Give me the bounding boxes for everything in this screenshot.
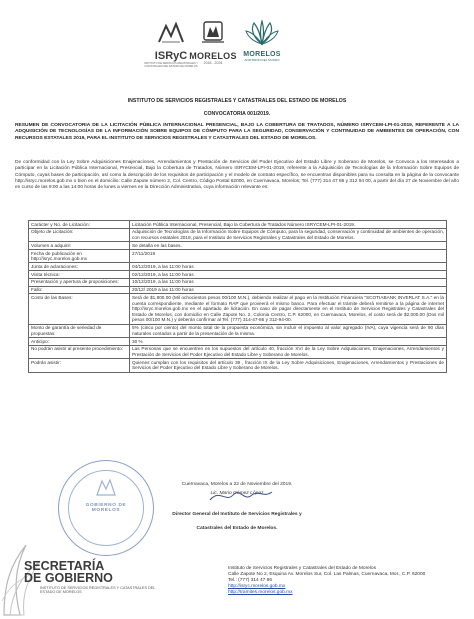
table-row-value: 30 % <box>130 337 447 345</box>
table-row-value: Se detalla en las bases. <box>130 242 447 250</box>
convocatoria-summary: RESUMEN DE CONVOCATORIA DE LA LICITACIÓN PÚBLICA INTERNACIONAL PRESENCIAL, BAJO LA COBERTURA DE TRATADOS, NÚMERO ISRYCEM-LPI-01-2019, REFERENTE A LA ADQUISICIÓN DE TECNOLOGÍAS DE LA INFORMACIÓN SOBRE EQUIPOS DE CÓMPUTO PARA LA SEGURIDAD, CONSERVACIÓN Y CONTINUIDAD DE AMBIENTES DE OPERACIÓN, CON RECURSOS ESTATALES 2019, PARA EL INSTITUTO DE SERVICIOS REGISTRALES Y CATASTRALES DEL ESTADO DE MORELOS. <box>15 123 459 141</box>
official-seal <box>58 460 154 556</box>
footer-url-tramites[interactable]: http://tramites.morelos.gob.mx <box>228 590 293 595</box>
table-row <box>29 359 447 372</box>
table-row-value: 5% (cinco por ciento) del monto total de la propuesta económica, sin incluir el impuesto al valor agregado (IVA), cuya vigencia será de 90 días naturales contados a partir de la presentación de la misma. <box>130 324 447 337</box>
morelos-name: MORELOS <box>189 51 237 61</box>
table-row-label: Objeto de Licitación: <box>29 228 130 241</box>
table-row-value: Las Personas que se encuentren en los supuestos del artículo 40, fracción XVI de la Ley Sobre Adquisiciones, Enajenaciones, Arrendamientos y Prestación de Servicios del Poder Ejecutivo del Estado Libre y Soberano de Morelos. <box>130 345 447 358</box>
table-row <box>29 345 447 358</box>
footer <box>228 566 468 596</box>
secretaria-stamp-line2: DE GOBIERNO <box>24 571 113 585</box>
secretaria-stamp-line1: SECRETARÍA <box>24 559 105 573</box>
morelos-anfitrion-logo <box>226 20 298 62</box>
table-row <box>29 221 447 229</box>
table-row-value: 27/11/2019 <box>130 249 447 262</box>
table-row <box>29 337 447 345</box>
signer-position-line1: Director General del Instituto de Servicios Registrales y <box>172 512 302 517</box>
footer-line3: Tel.: (777) 314 47 86 <box>228 578 273 583</box>
table-row-value: Quienes cumplan con los requisitos del artículo 39 , fracción IX de la Ley Sobre Adquisiciones, Enajenaciones, Arrendamientos y Prestaciones de Servicios del Poder Ejecutivo del Estado Libre y Soberano de Morelos. <box>130 359 447 372</box>
convocatoria-intro: De conformidad con la Ley Sobre Adquisiciones Enajenaciones, Arrendamientos y Prestación de Servicios del Poder Ejecutivo del Estado Libre y Soberano de Morelos, se Convoca a los Interesados a participar en la Licitación Pública Internacional, Presencial, Bajo la Cobertura de Tratados, Número ISRYCEM-LPI-01-2019, referente a la Adquisición de Tecnologías de la Información Sobre Equipos de Cómputo, cuyas bases de participación, así como la descripción de los requisitos de participación y el modelo de contrato específico, se encuentran disponibles para su consulta en la página de la convocante http://isryc.morelos.gob.mx o bien en el domicilio: Calle Zapote número 2, Col. Centro, Código Postal 62000, en Cuernavaca, Morelos; Tel. (777) 314 47 86 y 312 94 00, a partir del día 27 de Noviembre del año en curso de las 9:00 a las 14:00 horas de lunes a viernes en la Dirección Administrativa, cuya información relevante es: <box>15 160 459 191</box>
table-row <box>29 294 447 324</box>
table-row <box>29 286 447 294</box>
table-row <box>29 249 447 262</box>
licitacion-info-table <box>28 220 447 373</box>
morelos-anfitrion-subtitle: ANFITRIÓN DEL MUNDO <box>244 58 280 62</box>
isryc-subtitle: INSTITUTO DE SERVICIOS REGISTRALES Y CATASTRALES DEL ESTADO DE MORELOS <box>143 62 199 68</box>
table-row-label: Monto de garantía de seriedad de propuestas: <box>29 324 130 337</box>
flower-emblem-icon <box>244 20 280 46</box>
table-row <box>29 324 447 337</box>
table-row-label: Visita técnica: <box>29 271 130 279</box>
isryc-name: ISRyC <box>154 50 188 62</box>
signer-name: Lic. Mario Gómez López <box>210 491 264 496</box>
signer-position-line2: Catastrales del Estado de Morelos. <box>196 526 278 531</box>
table-row-value: 20/12/ 2019 a las 11:00 horas <box>130 286 447 294</box>
morelos-crest-icon <box>198 20 228 46</box>
table-row-value: 02/12/2019, a las 11:00 horas <box>130 271 447 279</box>
signature-icon <box>206 486 276 506</box>
secretaria-stamp <box>24 560 113 584</box>
table-row <box>29 228 447 241</box>
official-seal-text: GOBIERNO DE MORELOS <box>85 503 127 513</box>
table-row-label: Junta de aclaraciones: <box>29 263 130 271</box>
table-row-label: Fallo: <box>29 286 130 294</box>
footer-line2: Calle Zapote No 2, Esquina Av. Morelos Sur, Col. Las Palmas, Cuernavaca, Mor., C.P. 62000 <box>228 572 426 577</box>
footer-url-isryc[interactable]: http://isryc.morelos.gob.mx <box>228 584 286 589</box>
table-row-label: Fecha de publicación en http://isryc.morelos.gob.mx <box>29 249 130 262</box>
table-row-label: Podrán asistir: <box>29 359 130 372</box>
morelos-anfitrion-name: MORELOS <box>243 51 281 58</box>
table-row-label: Anticipo: <box>29 337 130 345</box>
table-row-label: Costo de las Bases: <box>29 294 130 324</box>
table-row-value: Licitación Pública Internacional, Presencial, Bajo la Cobertura de Tratados Número ISRYCEM-LPI-01-2019. <box>130 221 447 229</box>
table-row <box>29 278 447 286</box>
table-row <box>29 242 447 250</box>
table-row-label: Presentación y apertura de proposiciones: <box>29 278 130 286</box>
convocatoria-title: CONVOCATORIA 001/2019. <box>203 111 271 117</box>
table-row-value: Será de $1,800.00 (Mil ochocientos pesos 00/100 M.N.), debiendo realizar el pago en la Institución Financiera "SCOTIABANK INVERLAT S.A." en la cuenta correspondiente, mediante el formato RAP que proveerá el mismo banco. Para efectuar el trámite deberá remitirse a la página de internet http://isryc.morelos.gob.mx en el apartado de licitación. En caso de pagar directamente en el Instituto de Servicios Registrales y Catastrales del Estado de Morelos, con domicilio en Calle Zapote No. 2, Colonia Centro, C.P. 62000, en Cuernavaca, Morelos, el costo será de $2,000.00 (Dos mil pesos 00/100 M.N.) y deberán confirmar al Tel. (777) 314-47-86 y 312-94-00. <box>130 294 447 324</box>
table-row-label: Volumen a adquirir: <box>29 242 130 250</box>
table-row-label: Carácter y No. de Licitación: <box>29 221 130 229</box>
morelos-years: 2018 - 2024 <box>203 61 223 65</box>
table-row-value: 10/12/2019, a las 11:00 horas <box>130 278 447 286</box>
table-row-label: No podrán asistir al presente procedimiento: <box>29 345 130 358</box>
table-row <box>29 263 447 271</box>
table-row-value: 04/12/2019, a las 11:00 horas <box>130 263 447 271</box>
footer-line1: Instituto de Servicios Registrales y Catastrales del Estado de Morelos <box>228 566 376 571</box>
table-row <box>29 271 447 279</box>
secretaria-stamp-small: INSTITUTO DE SERVICIOS REGISTRALES Y CATASTRALES DEL ESTADO DE MORELOS <box>40 586 156 595</box>
table-row-value: Adquisición de Tecnologías de la Información Sobre Equipos de Cómputo, para la seguridad, conservación y continuidad de ambientes de operación, con recursos estatales 2019, para el Instituto de Servicios Registrales y Catastrales del Estado de Morelos. <box>130 228 447 241</box>
institute-title: INSTITUTO DE SERVICIOS REGISTRALES Y CATASTRALES DEL ESTADO DE MORELOS <box>127 98 347 104</box>
place-date: Cuernavaca, Morelos a 22 de Noviembre del 2019. <box>181 482 293 487</box>
